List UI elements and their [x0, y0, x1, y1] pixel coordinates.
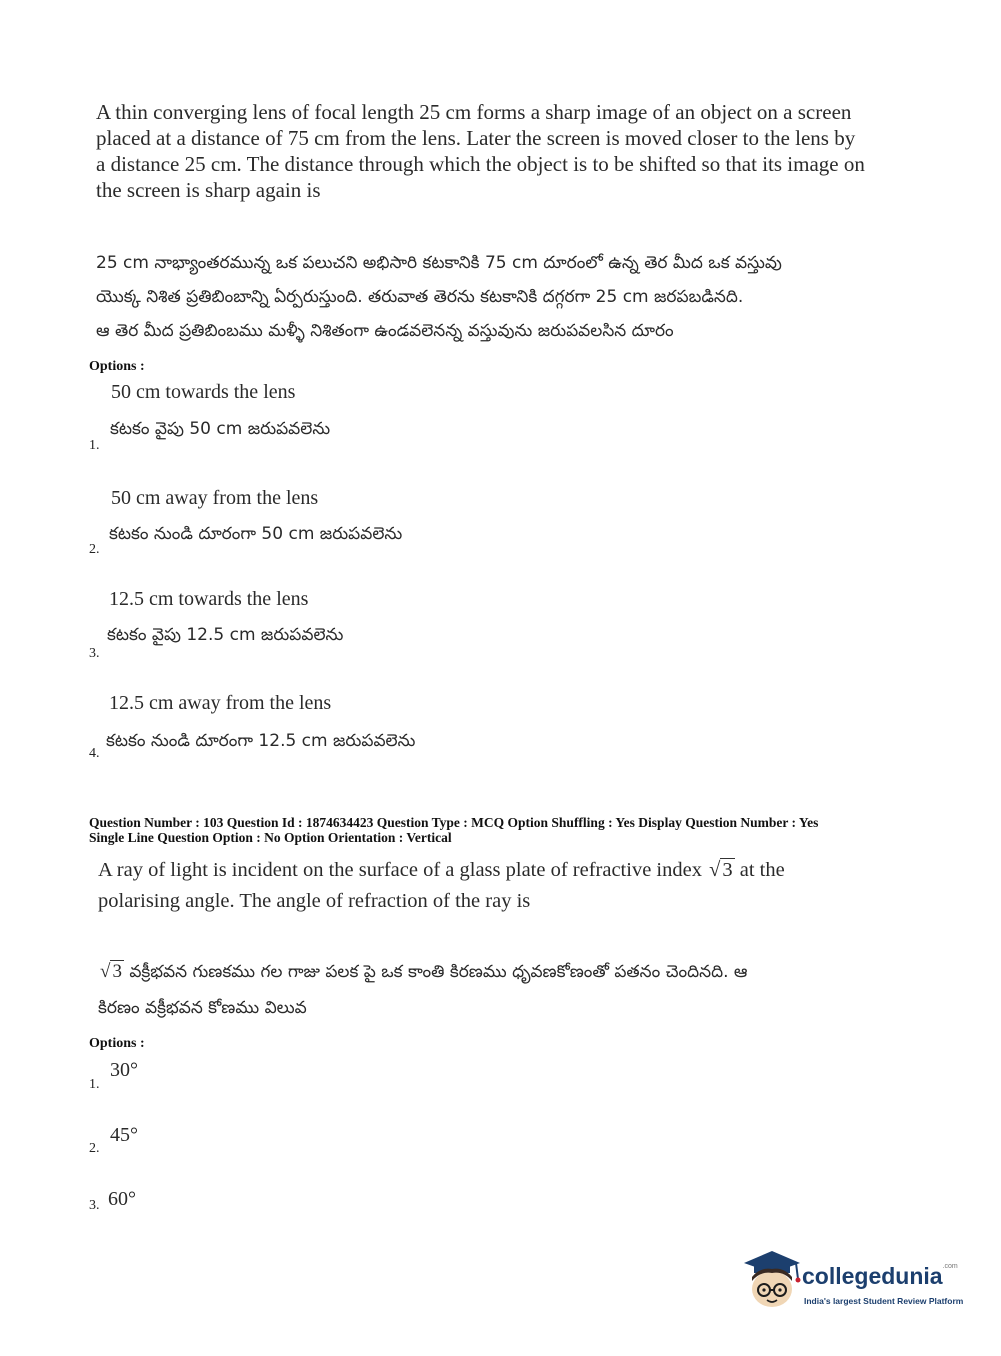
q102-en-line: A thin converging lens of focal length 25 cm forms a sharp image of an object on a screen [96, 100, 852, 124]
q103-en-line-1-post: at the [739, 859, 785, 881]
q103-te-line-1 [98, 954, 747, 990]
logo-suffix: .com [942, 1263, 958, 1270]
q102-options-label: Options : [89, 359, 145, 374]
q103-option-1-number: 1. [89, 1077, 100, 1092]
logo-tagline: India's largest Student Review Platform [804, 1296, 964, 1306]
q102-option-1-english[interactable]: 50 cm towards the lens [111, 381, 296, 403]
q103-te-line-2: కిరణం వక్రీభవన కోణము విలువ [98, 998, 307, 1018]
q102-option-2-english[interactable]: 50 cm away from the lens [111, 487, 319, 509]
q103-en-line-1-pre: A ray of light is incident on the surface of a glass plate of refractive index [98, 859, 702, 881]
q102-te-line: 25 cm నాభ్యాంతరమున్న ఒక పలుచని అభిసారి కటకానికి 75 cm దూరంలో ఉన్న తెర మీద ఒక వస్తువు [96, 253, 782, 273]
q102-option-2-number: 2. [89, 542, 100, 557]
logo-wordmark [802, 1263, 958, 1290]
q102-option-4-telugu[interactable]: కటకం నుండి దూరంగా 12.5 cm జరుపవలెను [106, 731, 416, 751]
q103-metadata [89, 815, 818, 845]
mascot-icon [740, 1249, 802, 1315]
q102-option-4-number: 4. [89, 746, 100, 761]
q103-options-label: Options : [89, 1036, 145, 1051]
q102-telugu-text [96, 246, 782, 348]
q103-telugu-text [98, 954, 747, 1026]
q103-meta-line-1: Question Number : 103 Question Id : 1874634423 Question Type : MCQ Option Shuffling : Yes Display Question Number : Yes [89, 815, 819, 830]
q103-option-2-value[interactable]: 45° [110, 1124, 138, 1146]
sqrt-radicand: 3 [722, 859, 733, 881]
q103-en-line-2: polarising angle. The angle of refraction of the ray is [98, 890, 531, 912]
q102-te-line: యొక్క నిశిత ప్రతిబింబాన్ని ఏర్పరుస్తుంది. తరువాత తెరను కటకానికి దగ్గరగా 25 cm జరపబడినది. [96, 287, 744, 307]
q103-option-2-number: 2. [89, 1141, 100, 1156]
q102-en-line: the screen is sharp again is [96, 178, 321, 202]
q102-option-3-number: 3. [89, 646, 100, 661]
q103-english-text [98, 855, 785, 917]
q103-option-1-value[interactable]: 30° [110, 1059, 138, 1081]
q103-te-line-1-post: వక్రీభవన గుణకము గల గాజు పలక పై ఒక కాంతి కిరణము ధృవణకోణంతో పతనం చెందినది. ఆ [129, 962, 748, 982]
q102-option-2-telugu[interactable]: కటకం నుండి దూరంగా 50 cm జరుపవలెను [109, 524, 403, 544]
q103-en-line-1 [98, 855, 785, 886]
q102-option-1-number: 1. [89, 438, 100, 453]
q102-en-line: placed at a distance of 75 cm from the lens. Later the screen is moved closer to the lens by [96, 126, 856, 150]
q102-option-3-english[interactable]: 12.5 cm towards the lens [109, 588, 309, 610]
q102-option-1-telugu[interactable]: కటకం వైపు 50 cm జరుపవలెను [110, 419, 331, 439]
q102-option-3-telugu[interactable]: కటకం వైపు 12.5 cm జరుపవలెను [107, 625, 344, 645]
sqrt-radicand: 3 [112, 961, 122, 982]
logo-name: collegedunia [802, 1263, 943, 1289]
collegedunia-logo[interactable] [740, 1249, 970, 1319]
q102-option-4-english[interactable]: 12.5 cm away from the lens [109, 692, 332, 714]
q103-option-3-value[interactable]: 60° [108, 1188, 136, 1210]
sqrt-symbol: √3 [709, 859, 733, 881]
q102-en-line: a distance 25 cm. The distance through which the object is to be shifted so that its image on [96, 152, 865, 176]
q102-te-line: ఆ తెర మీద ప్రతిబింబము మళ్ళీ నిశితంగా ఉండవలెనన్న వస్తువును జరుపవలసిన దూరం [96, 321, 674, 341]
q102-english-text [96, 99, 865, 203]
q103-option-3-number: 3. [89, 1198, 100, 1213]
q103-meta-line-2: Single Line Question Option : No Option Orientation : Vertical [89, 830, 452, 845]
sqrt-symbol: √ 3 [100, 961, 122, 982]
